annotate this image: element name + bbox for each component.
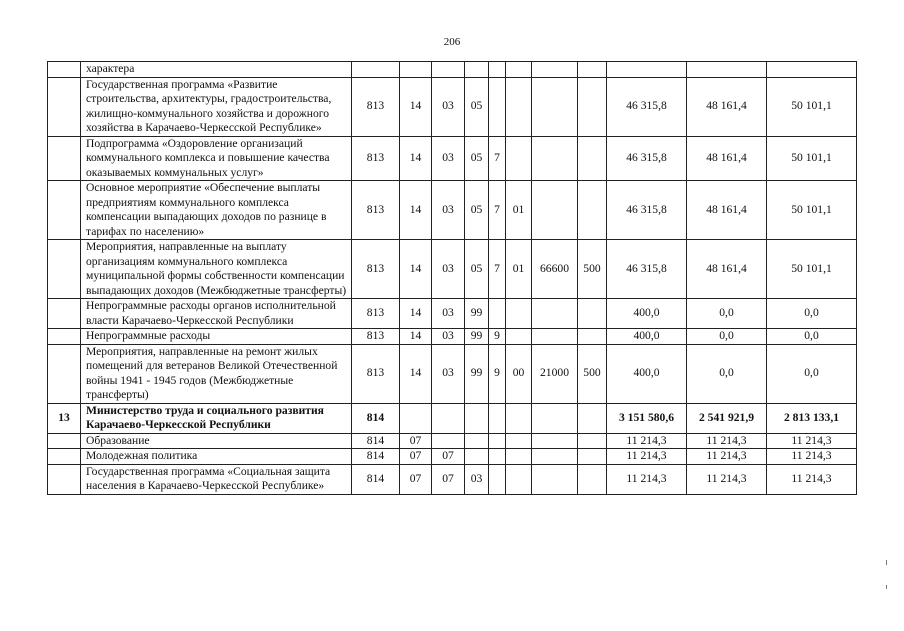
expense-type-cell: [578, 181, 607, 240]
expense-type-cell: [578, 433, 607, 449]
item-name-cell: Молодежная политика: [81, 449, 352, 465]
budget-table: [47, 61, 857, 495]
row-number-cell: [48, 62, 81, 78]
amount-year2-cell: 2 541 921,9: [687, 403, 767, 433]
row-number-cell: [48, 299, 81, 329]
expense-type-cell: [578, 77, 607, 136]
amount-year1-cell: 11 214,3: [607, 449, 687, 465]
subprogram-code-cell: 9: [489, 344, 506, 403]
direction-code-cell: [532, 464, 578, 494]
subsection-code-cell: 03: [432, 181, 465, 240]
amount-year2-cell: 0,0: [687, 329, 767, 345]
program-code-cell: [465, 62, 489, 78]
row-number-cell: [48, 329, 81, 345]
subprogram-code-cell: [489, 299, 506, 329]
department-code-cell: 814: [352, 433, 400, 449]
table-row: [48, 77, 857, 136]
program-code-cell: 05: [465, 181, 489, 240]
amount-year3-cell: 0,0: [767, 299, 857, 329]
event-code-cell: [506, 403, 532, 433]
amount-year3-cell: 2 813 133,1: [767, 403, 857, 433]
event-code-cell: [506, 77, 532, 136]
program-code-cell: [465, 403, 489, 433]
amount-year2-cell: 11 214,3: [687, 464, 767, 494]
page-number: 206: [443, 36, 461, 48]
direction-code-cell: [532, 433, 578, 449]
row-number-cell: [48, 344, 81, 403]
amount-year3-cell: 50 101,1: [767, 136, 857, 181]
table-row: [48, 403, 857, 433]
department-code-cell: 814: [352, 449, 400, 465]
section-code-cell: 14: [400, 181, 432, 240]
table-row: [48, 449, 857, 465]
program-code-cell: 05: [465, 77, 489, 136]
direction-code-cell: 66600: [532, 240, 578, 299]
event-code-cell: 00: [506, 344, 532, 403]
table-row: [48, 62, 857, 78]
amount-year1-cell: 46 315,8: [607, 181, 687, 240]
program-code-cell: 03: [465, 464, 489, 494]
program-code-cell: 05: [465, 240, 489, 299]
subprogram-code-cell: [489, 77, 506, 136]
event-code-cell: [506, 449, 532, 465]
section-code-cell: 14: [400, 136, 432, 181]
subprogram-code-cell: [489, 464, 506, 494]
amount-year2-cell: 11 214,3: [687, 433, 767, 449]
department-code-cell: [352, 62, 400, 78]
subprogram-code-cell: [489, 449, 506, 465]
item-name-cell: Основное мероприятие «Обеспечение выплаты предприятиям коммунального комплекса компенсации выпадающих доходов по разнице в тарифах по населению»: [81, 181, 352, 240]
expense-type-cell: [578, 299, 607, 329]
item-name-cell: Государственная программа «Развитие строительства, архитектуры, градостроительства, жилищно-коммунального хозяйства и дорожного хозяйства в Карачаево-Черкесской Республике»: [81, 77, 352, 136]
program-code-cell: 05: [465, 136, 489, 181]
subprogram-code-cell: 7: [489, 136, 506, 181]
department-code-cell: 813: [352, 329, 400, 345]
amount-year1-cell: 46 315,8: [607, 136, 687, 181]
amount-year1-cell: 11 214,3: [607, 464, 687, 494]
section-code-cell: [400, 62, 432, 78]
amount-year2-cell: 48 161,4: [687, 136, 767, 181]
department-code-cell: 813: [352, 181, 400, 240]
amount-year3-cell: 0,0: [767, 344, 857, 403]
department-code-cell: 814: [352, 403, 400, 433]
direction-code-cell: [532, 181, 578, 240]
row-number-cell: [48, 449, 81, 465]
subprogram-code-cell: 7: [489, 240, 506, 299]
section-code-cell: 07: [400, 449, 432, 465]
section-code-cell: 07: [400, 464, 432, 494]
subprogram-code-cell: [489, 403, 506, 433]
section-code-cell: [400, 403, 432, 433]
amount-year3-cell: 11 214,3: [767, 449, 857, 465]
item-name-cell: Подпрограмма «Оздоровление организаций коммунального комплекса и повышение качества оказываемых коммунальных услуг»: [81, 136, 352, 181]
amount-year2-cell: 0,0: [687, 344, 767, 403]
row-number-cell: 13: [48, 403, 81, 433]
amount-year3-cell: 50 101,1: [767, 77, 857, 136]
item-name-cell: Непрограммные расходы: [81, 329, 352, 345]
subsection-code-cell: 07: [432, 449, 465, 465]
subprogram-code-cell: 7: [489, 181, 506, 240]
table-row: [48, 181, 857, 240]
subsection-code-cell: 03: [432, 77, 465, 136]
direction-code-cell: [532, 449, 578, 465]
subsection-code-cell: 03: [432, 344, 465, 403]
program-code-cell: [465, 449, 489, 465]
item-name-cell: Мероприятия, направленные на ремонт жилых помещений для ветеранов Великой Отечественной войны 1941 - 1945 годов (Межбюджетные трансферты): [81, 344, 352, 403]
direction-code-cell: [532, 299, 578, 329]
row-number-cell: [48, 464, 81, 494]
amount-year2-cell: 48 161,4: [687, 77, 767, 136]
subsection-code-cell: [432, 62, 465, 78]
item-name-cell: Непрограммные расходы органов исполнительной власти Карачаево-Черкесской Республики: [81, 299, 352, 329]
amount-year1-cell: 11 214,3: [607, 433, 687, 449]
event-code-cell: [506, 433, 532, 449]
department-code-cell: 814: [352, 464, 400, 494]
department-code-cell: 813: [352, 77, 400, 136]
table-row: [48, 329, 857, 345]
edge-mark: [886, 585, 887, 589]
row-number-cell: [48, 181, 81, 240]
expense-type-cell: [578, 329, 607, 345]
subsection-code-cell: 03: [432, 329, 465, 345]
department-code-cell: 813: [352, 136, 400, 181]
expense-type-cell: [578, 464, 607, 494]
table-row: [48, 240, 857, 299]
program-code-cell: 99: [465, 344, 489, 403]
expense-type-cell: 500: [578, 240, 607, 299]
table-row: [48, 299, 857, 329]
section-code-cell: 14: [400, 240, 432, 299]
direction-code-cell: [532, 136, 578, 181]
amount-year1-cell: 3 151 580,6: [607, 403, 687, 433]
expense-type-cell: [578, 403, 607, 433]
expense-type-cell: [578, 62, 607, 78]
row-number-cell: [48, 240, 81, 299]
row-number-cell: [48, 77, 81, 136]
amount-year2-cell: 11 214,3: [687, 449, 767, 465]
amount-year2-cell: 48 161,4: [687, 181, 767, 240]
subsection-code-cell: [432, 403, 465, 433]
section-code-cell: 07: [400, 433, 432, 449]
amount-year3-cell: 0,0: [767, 329, 857, 345]
subsection-code-cell: 03: [432, 299, 465, 329]
program-code-cell: [465, 433, 489, 449]
program-code-cell: 99: [465, 299, 489, 329]
event-code-cell: [506, 62, 532, 78]
amount-year1-cell: 46 315,8: [607, 240, 687, 299]
amount-year1-cell: [607, 62, 687, 78]
direction-code-cell: [532, 62, 578, 78]
amount-year3-cell: [767, 62, 857, 78]
amount-year3-cell: 50 101,1: [767, 240, 857, 299]
amount-year2-cell: [687, 62, 767, 78]
event-code-cell: [506, 464, 532, 494]
table-row: [48, 464, 857, 494]
subsection-code-cell: 03: [432, 136, 465, 181]
direction-code-cell: [532, 403, 578, 433]
subprogram-code-cell: [489, 433, 506, 449]
department-code-cell: 813: [352, 240, 400, 299]
department-code-cell: 813: [352, 344, 400, 403]
item-name-cell: Мероприятия, направленные на выплату организациям коммунального комплекса муниципальной формы собственности компенсации выпадающих доходов (Межбюджетные трансферты): [81, 240, 352, 299]
section-code-cell: 14: [400, 77, 432, 136]
section-code-cell: 14: [400, 299, 432, 329]
section-code-cell: 14: [400, 329, 432, 345]
direction-code-cell: 21000: [532, 344, 578, 403]
item-name-cell: характера: [81, 62, 352, 78]
item-name-cell: Государственная программа «Социальная защита населения в Карачаево-Черкесской Республике»: [81, 464, 352, 494]
edge-mark: [886, 560, 887, 565]
amount-year3-cell: 11 214,3: [767, 433, 857, 449]
event-code-cell: [506, 299, 532, 329]
event-code-cell: [506, 329, 532, 345]
department-code-cell: 813: [352, 299, 400, 329]
event-code-cell: 01: [506, 240, 532, 299]
expense-type-cell: [578, 449, 607, 465]
amount-year1-cell: 400,0: [607, 344, 687, 403]
program-code-cell: 99: [465, 329, 489, 345]
expense-type-cell: [578, 136, 607, 181]
amount-year2-cell: 0,0: [687, 299, 767, 329]
subsection-code-cell: 03: [432, 240, 465, 299]
subsection-code-cell: [432, 433, 465, 449]
subprogram-code-cell: [489, 62, 506, 78]
amount-year2-cell: 48 161,4: [687, 240, 767, 299]
table-row: [48, 136, 857, 181]
subprogram-code-cell: 9: [489, 329, 506, 345]
item-name-cell: Образование: [81, 433, 352, 449]
subsection-code-cell: 07: [432, 464, 465, 494]
section-code-cell: 14: [400, 344, 432, 403]
event-code-cell: 01: [506, 181, 532, 240]
direction-code-cell: [532, 77, 578, 136]
row-number-cell: [48, 433, 81, 449]
table-row: [48, 344, 857, 403]
event-code-cell: [506, 136, 532, 181]
amount-year1-cell: 400,0: [607, 299, 687, 329]
item-name-cell: Министерство труда и социального развития Карачаево-Черкесской Республики: [81, 403, 352, 433]
table-row: [48, 433, 857, 449]
amount-year3-cell: 50 101,1: [767, 181, 857, 240]
amount-year3-cell: 11 214,3: [767, 464, 857, 494]
row-number-cell: [48, 136, 81, 181]
expense-type-cell: 500: [578, 344, 607, 403]
amount-year1-cell: 46 315,8: [607, 77, 687, 136]
direction-code-cell: [532, 329, 578, 345]
amount-year1-cell: 400,0: [607, 329, 687, 345]
